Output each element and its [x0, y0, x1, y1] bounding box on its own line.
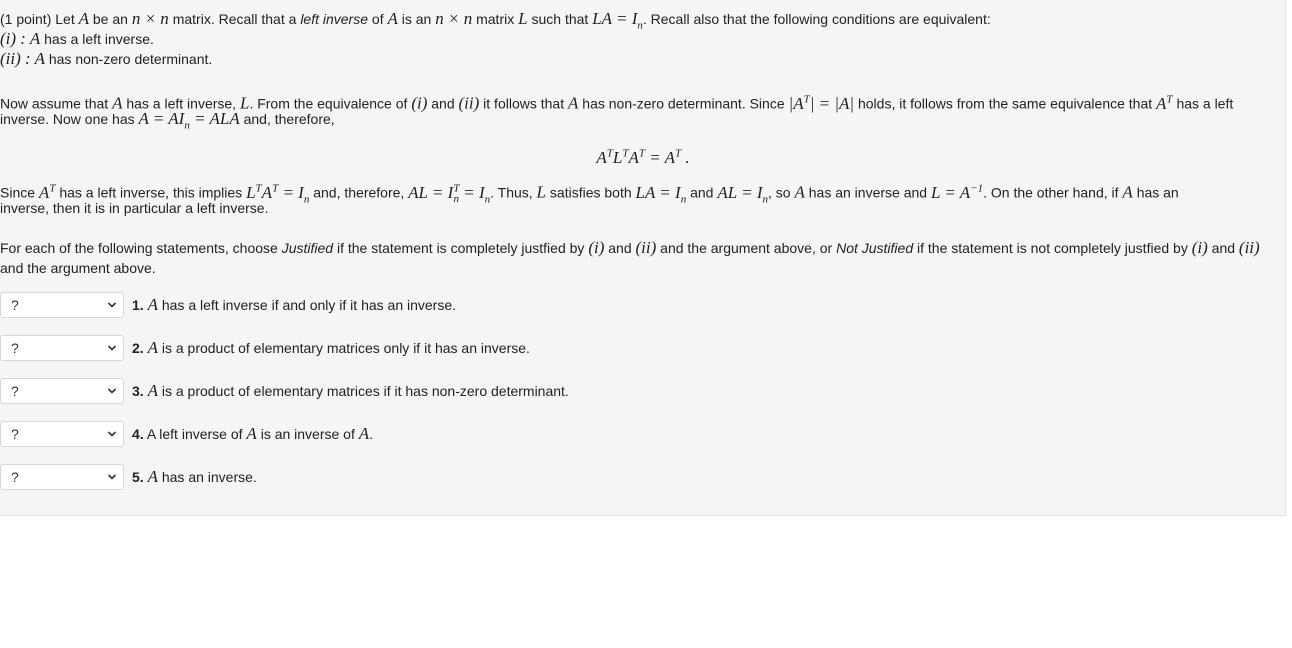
chevron-down-icon — [107, 386, 117, 396]
select-value: ? — [11, 340, 19, 356]
statement-row-3 — [0, 378, 569, 404]
condition-text: has non-zero determinant. — [48, 51, 213, 67]
intro-text: matrix. Recall that a — [172, 11, 297, 27]
math-A: A — [147, 381, 158, 400]
answer-select-2[interactable] — [0, 335, 124, 361]
math-AT: $A^T$ — [1156, 93, 1173, 113]
answer-select-3[interactable] — [0, 378, 124, 404]
statement-row-1 — [0, 292, 456, 318]
statement-text-5 — [132, 467, 257, 487]
math-ii: (ii) — [458, 93, 480, 113]
instructions-text: and — [608, 240, 632, 256]
math-ii: (ii) — [635, 238, 657, 257]
statement-number: 2. — [132, 340, 144, 356]
intro-text: be an — [92, 11, 128, 27]
math-A: A — [387, 9, 398, 28]
argument-text: has a left inverse, — [126, 95, 237, 112]
argument-text: has a left inverse, this implies — [59, 184, 243, 201]
chevron-down-icon — [107, 472, 117, 482]
math-i: (i) — [1191, 238, 1208, 257]
intro-text: . Recall also that the following conditions are equivalent: — [642, 11, 991, 27]
argument-text: . From the equivalence of — [249, 95, 408, 112]
argument-text: Since — [0, 184, 36, 201]
argument-text: . On the other hand, if — [983, 184, 1119, 201]
intro-text: such that — [531, 11, 589, 27]
instructions-text: if the statement is not completely justfied by — [917, 240, 1188, 256]
intro-text: Let — [55, 11, 75, 27]
math-A: A — [358, 424, 370, 443]
argument-line-4 — [0, 198, 268, 218]
statement-row-4 — [0, 421, 373, 447]
intro-text: matrix — [476, 11, 515, 27]
answer-select-4[interactable] — [0, 421, 124, 447]
argument-text: has an inverse and — [808, 184, 928, 201]
math-L-eq-Ainv: $L = A^{-1}$ — [930, 182, 984, 202]
argument-text: . Thus, — [490, 184, 533, 201]
condition-text: has a left inverse. — [44, 31, 154, 47]
argument-text: and — [431, 95, 455, 112]
select-value: ? — [11, 297, 19, 313]
instructions-line-1 — [0, 238, 1260, 258]
math-AL-eq-InT: AL = $I^T_n = I_n$ — [408, 182, 491, 206]
argument-text: has a left — [1176, 95, 1234, 112]
statement-body: is a product of elementary matrices only if it has an inverse. — [161, 340, 530, 356]
math-ATLTAT: $A^TL^TA^T = A^T$ . — [596, 147, 690, 167]
chevron-down-icon — [107, 429, 117, 439]
point-value: (1 point) — [0, 11, 52, 27]
argument-text: inverse, then it is in particular a left inverse. — [0, 200, 269, 216]
intro-text: is an — [401, 11, 432, 27]
statement-number: 5. — [132, 469, 144, 485]
argument-text: and, therefore, — [313, 184, 405, 201]
select-value: ? — [11, 469, 19, 485]
math-AT: $A^T$ — [38, 182, 56, 202]
not-justified-term: Not Justified — [836, 240, 914, 256]
argument-text: has non-zero determinant. Since — [582, 95, 785, 112]
argument-text: , so — [768, 184, 791, 201]
condition-label: (ii) : — [0, 49, 31, 68]
instructions-text: and the argument above, or — [660, 240, 833, 256]
math-LA-eq-In: LA = $I_n$ — [635, 182, 687, 206]
select-value: ? — [11, 426, 19, 442]
intro-text: of — [371, 11, 384, 27]
statement-body: A left inverse of — [146, 426, 243, 442]
math-A: A — [794, 182, 805, 202]
math-A: A — [34, 49, 45, 68]
math-L: L — [239, 93, 250, 113]
statement-body: is an inverse of — [260, 426, 355, 442]
math-nxn: n × n — [435, 9, 473, 28]
condition-ii — [0, 49, 212, 69]
math-A: A — [1122, 182, 1133, 202]
statement-text-3 — [132, 381, 569, 401]
argument-text: satisfies both — [549, 184, 632, 201]
math-LTAT-eq-In: $L^TA^T = I_n$ — [246, 182, 310, 206]
chevron-down-icon — [107, 300, 117, 310]
math-A: A — [246, 424, 257, 443]
math-A: A — [78, 9, 89, 28]
math-det-eq: $|A^T| = |A|$ — [788, 93, 855, 113]
math-L: L — [518, 9, 528, 28]
math-A: A — [29, 29, 41, 48]
math-nxn: n × n — [131, 9, 169, 28]
answer-select-5[interactable] — [0, 464, 124, 490]
justified-term: Justified — [281, 240, 334, 256]
chevron-down-icon — [107, 343, 117, 353]
math-ii: (ii) — [1238, 238, 1260, 257]
math-i: (i) — [411, 93, 428, 113]
math-A: A — [568, 93, 579, 113]
math-A: A — [147, 467, 158, 486]
statement-body: has an inverse. — [161, 469, 257, 485]
argument-text: has an — [1136, 184, 1179, 201]
instructions-text: and — [1211, 240, 1236, 256]
display-equation — [0, 142, 1286, 169]
argument-line-2 — [0, 109, 335, 135]
condition-i — [0, 29, 154, 49]
instructions-line-2 — [0, 258, 156, 278]
math-L: L — [536, 182, 547, 202]
statement-text-2 — [132, 338, 530, 358]
left-inverse-term: left inverse — [300, 11, 369, 27]
statement-number: 4. — [132, 426, 144, 442]
argument-text: and, therefore, — [243, 111, 335, 127]
math-LA-eq-In: LA = $I_n$ — [592, 9, 643, 32]
math-A: A — [112, 93, 123, 113]
argument-text: it follows that — [483, 95, 565, 112]
select-value: ? — [11, 383, 19, 399]
math-A-AIn-ALA: $A = AI_n$ = ALA — [138, 109, 240, 132]
statement-text-4 — [132, 424, 373, 444]
argument-text: holds, it follows from the same equivalence that — [857, 95, 1153, 112]
argument-text: and — [690, 184, 714, 201]
statement-row-2 — [0, 335, 530, 361]
argument-text: Now assume that — [0, 95, 109, 112]
math-A: A — [147, 338, 158, 357]
statement-number: 1. — [132, 297, 144, 313]
statement-body: has a left inverse if and only if it has an inverse. — [161, 297, 457, 313]
instructions-text: For each of the following statements, choose — [0, 240, 278, 256]
argument-text: inverse. Now one has — [0, 111, 135, 127]
statement-number: 3. — [132, 383, 144, 399]
math-A: A — [147, 295, 158, 314]
instructions-text: and the argument above. — [0, 260, 156, 276]
instructions-text: if the statement is completely justfied by — [336, 240, 585, 256]
statement-body: . — [369, 426, 374, 442]
statement-body: is a product of elementary matrices if it has non-zero determinant. — [161, 383, 569, 399]
condition-label: (i) : — [0, 29, 26, 48]
math-i: (i) — [588, 238, 605, 257]
answer-select-1[interactable] — [0, 292, 124, 318]
math-AL-eq-In: AL = $I_n$ — [717, 182, 768, 206]
statement-row-5 — [0, 464, 257, 490]
statement-text-1 — [132, 295, 456, 315]
